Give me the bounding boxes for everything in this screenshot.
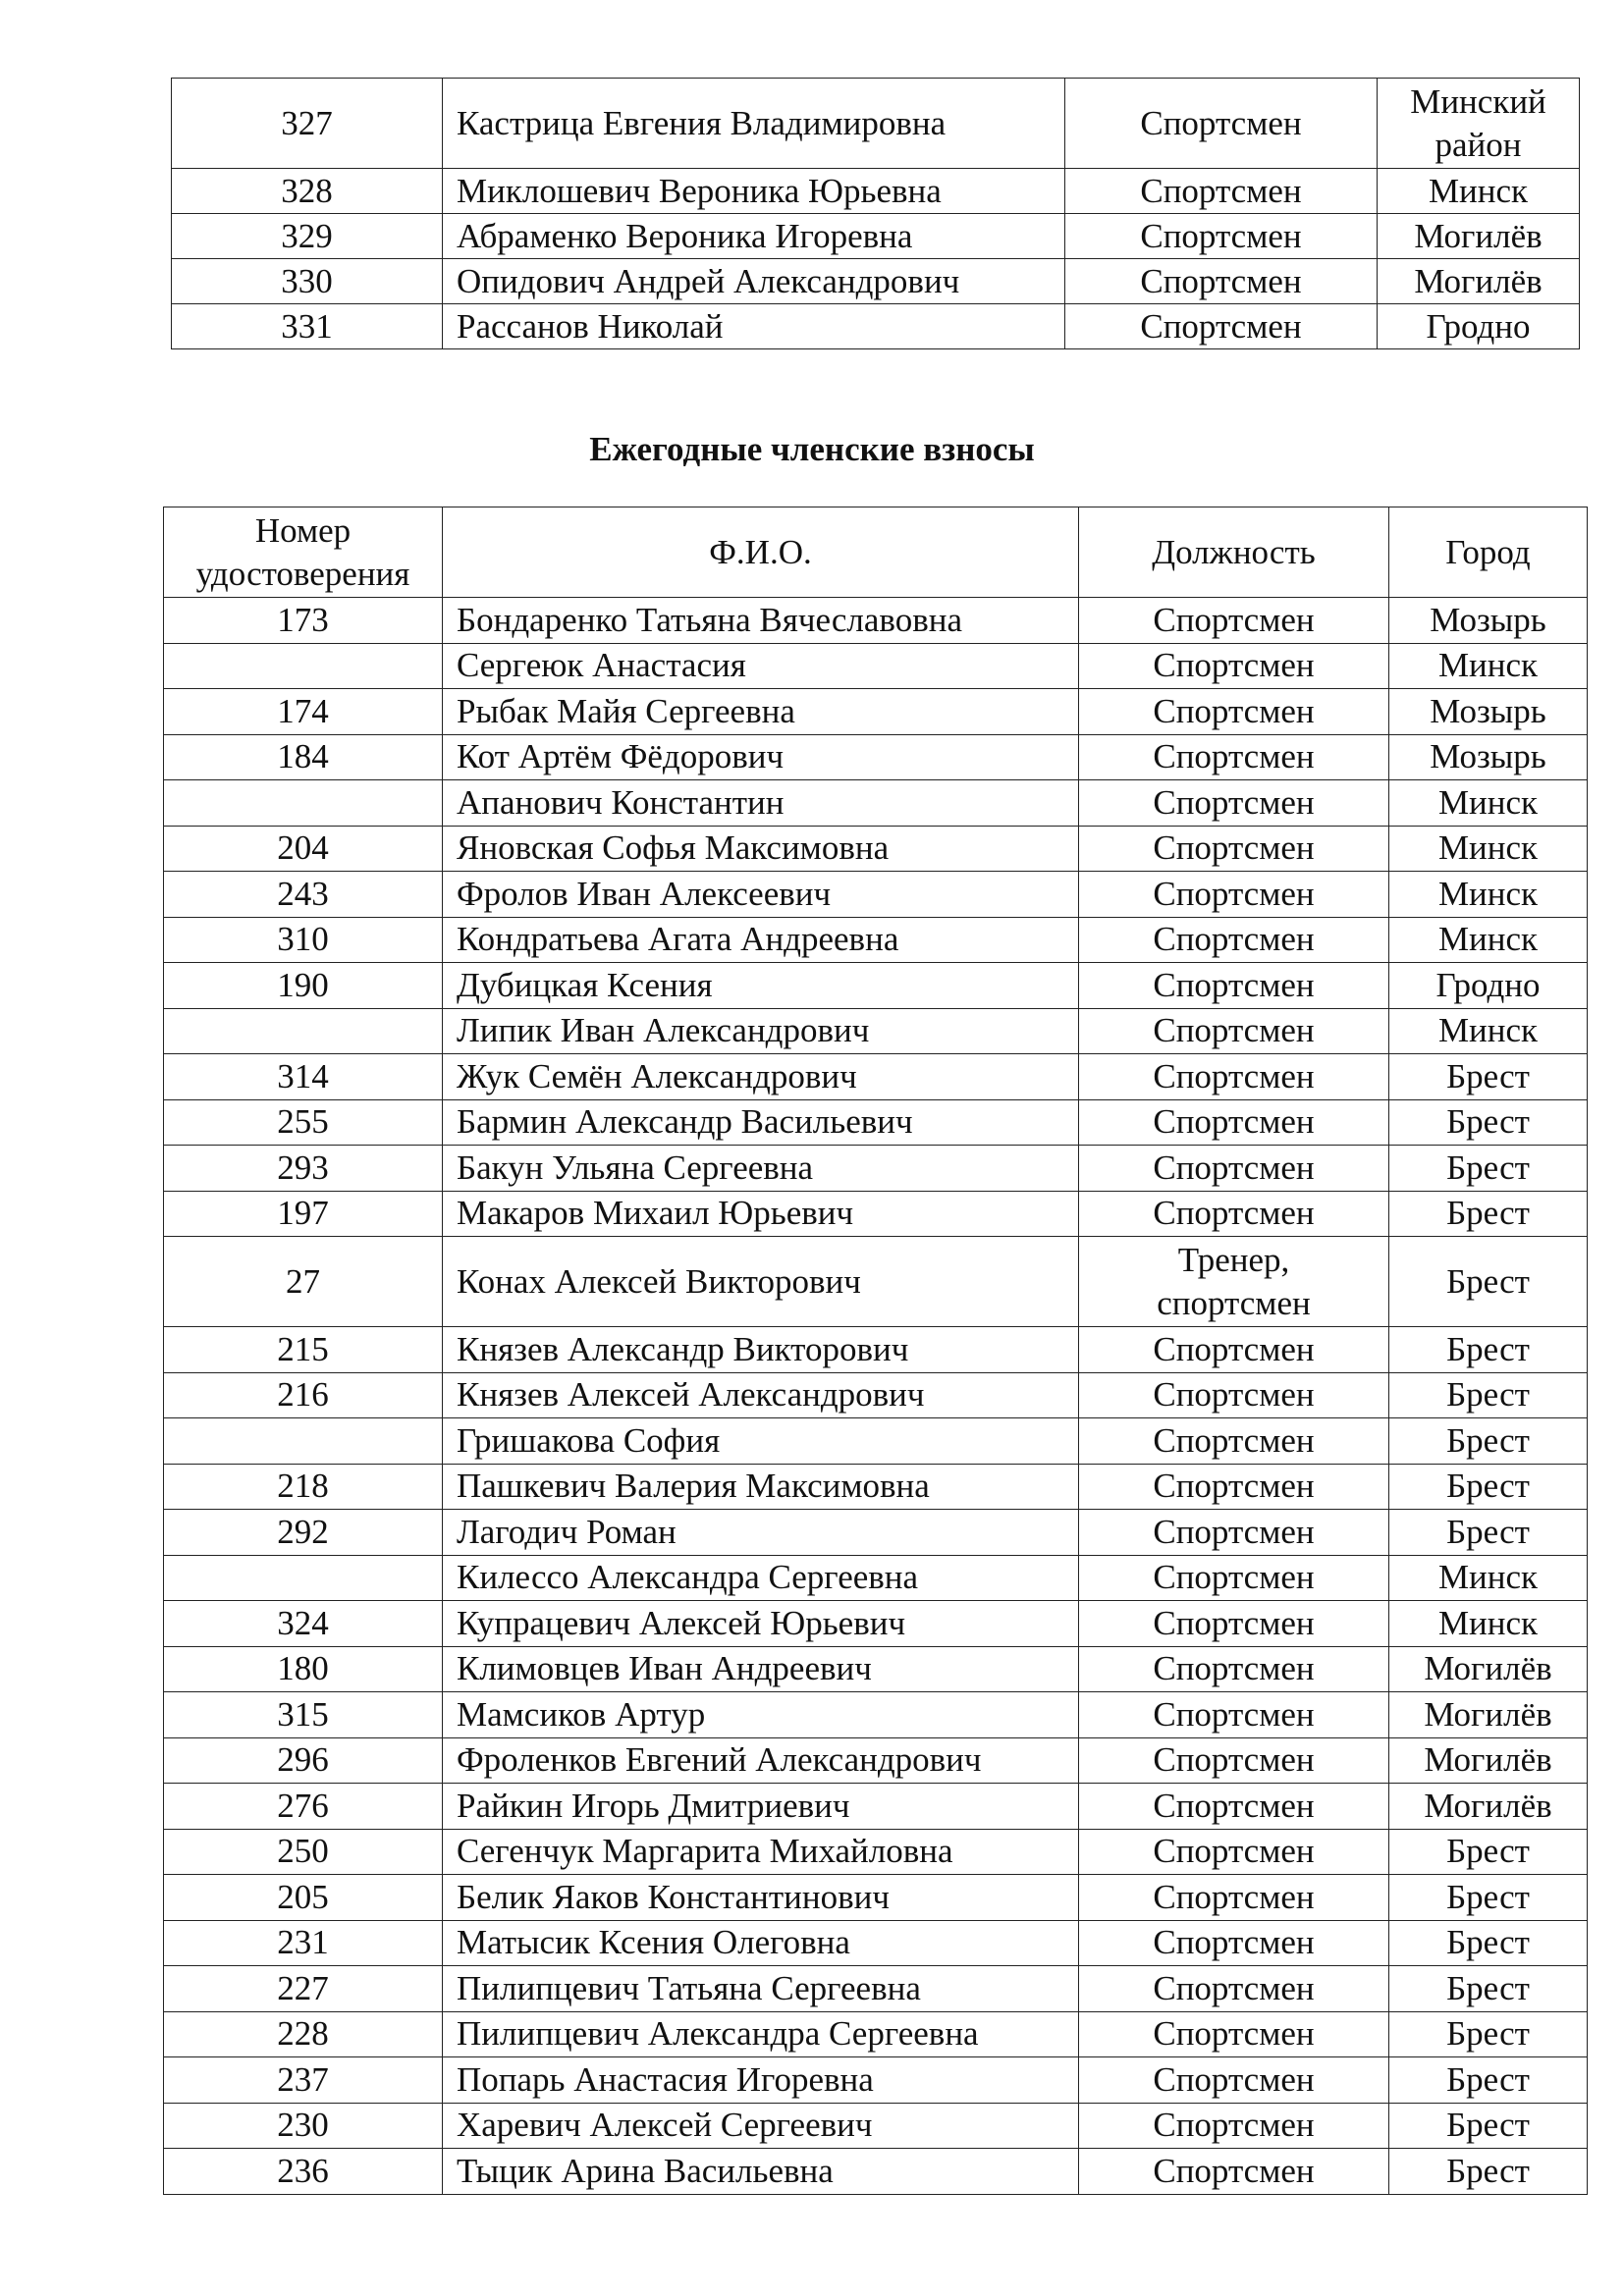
position-line: Спортсмен: [1153, 1877, 1315, 1916]
position-cell: [1079, 643, 1389, 689]
table-row: [172, 214, 1580, 259]
position-line: Спортсмен: [1153, 1786, 1315, 1825]
position-cell: [1079, 917, 1389, 963]
city-line: Могилёв: [1414, 216, 1543, 255]
position-cell: [1079, 1784, 1389, 1830]
table-row: [164, 1875, 1588, 1921]
city-cell: [1378, 214, 1580, 259]
full-name-cell: Гришакова София: [443, 1418, 1079, 1465]
position-cell: [1079, 872, 1389, 918]
city-cell: Брест: [1389, 2011, 1588, 2057]
section-title: Ежегодные членские взносы: [589, 430, 1035, 468]
position-cell: [1079, 1146, 1389, 1192]
table-row: [164, 1464, 1588, 1510]
city-cell: [1378, 169, 1580, 214]
table-row: [164, 1510, 1588, 1556]
position-cell: [1079, 963, 1389, 1009]
position-cell: [1079, 689, 1389, 735]
cert-number-cell: 180: [164, 1646, 443, 1692]
city-cell: Гродно: [1389, 963, 1588, 1009]
table-row: [164, 2149, 1588, 2195]
table-row: [164, 2011, 1588, 2057]
table-row: [164, 826, 1588, 872]
table-row: [164, 1418, 1588, 1465]
cert-number-cell: 296: [164, 1737, 443, 1784]
position-line: Спортсмен: [1153, 1102, 1315, 1142]
full-name-cell: Дубицкая Ксения: [443, 963, 1079, 1009]
full-name-cell: Князев Александр Викторович: [443, 1327, 1079, 1373]
position-cell: Спортсмен: [1065, 304, 1378, 349]
cert-number-cell: 228: [164, 2011, 443, 2057]
header-cert-number-line-2: удостоверения: [195, 554, 410, 593]
full-name-cell: Климовцев Иван Андреевич: [443, 1646, 1079, 1692]
cert-number-cell: [164, 1555, 443, 1601]
annual-fees-table-body: [164, 598, 1588, 2195]
table-row: [164, 598, 1588, 644]
table-row: [164, 1646, 1588, 1692]
city-cell: Брест: [1389, 1464, 1588, 1510]
position-line: Спортсмен: [1153, 600, 1315, 639]
city-cell: Минск: [1389, 1008, 1588, 1054]
position-line: Спортсмен: [1153, 646, 1315, 685]
cert-number-cell: [164, 643, 443, 689]
cert-number-cell: 255: [164, 1099, 443, 1146]
full-name-cell: Лагодич Роман: [443, 1510, 1079, 1556]
city-cell: Брест: [1389, 1510, 1588, 1556]
full-name-cell: Липик Иван Александрович: [443, 1008, 1079, 1054]
table-row: [164, 643, 1588, 689]
cert-number-cell: 314: [164, 1054, 443, 1100]
table-row: [164, 1237, 1588, 1327]
cert-number-cell: 327: [172, 79, 443, 169]
table-row: [164, 1966, 1588, 2012]
table-row: [164, 1692, 1588, 1738]
city-cell: Брест: [1389, 1829, 1588, 1875]
table-row: [164, 2057, 1588, 2104]
previous-members-table-body: [172, 79, 1580, 349]
full-name-cell: Рассанов Николай: [443, 304, 1065, 349]
cert-number-cell: [164, 1008, 443, 1054]
full-name-cell: Жук Семён Александрович: [443, 1054, 1079, 1100]
position-cell: Спортсмен: [1065, 214, 1378, 259]
city-cell: Мозырь: [1389, 689, 1588, 735]
city-cell: Минск: [1389, 780, 1588, 827]
position-cell: [1079, 1646, 1389, 1692]
full-name-cell: Попарь Анастасия Игоревна: [443, 2057, 1079, 2104]
city-cell: Минск: [1389, 1555, 1588, 1601]
city-cell: Могилёв: [1389, 1737, 1588, 1784]
annual-fees-table-header: [164, 507, 1588, 598]
city-cell: Брест: [1389, 1966, 1588, 2012]
table-row: [164, 2103, 1588, 2149]
cert-number-cell: 174: [164, 689, 443, 735]
full-name-cell: Мамсиков Артур: [443, 1692, 1079, 1738]
full-name-cell: Князев Алексей Александрович: [443, 1372, 1079, 1418]
table-row: [164, 1146, 1588, 1192]
full-name-cell: Килессо Александра Сергеевна: [443, 1555, 1079, 1601]
position-cell: [1079, 2011, 1389, 2057]
full-name-cell: Матысик Ксения Олеговна: [443, 1920, 1079, 1966]
table-row: [164, 1372, 1588, 1418]
table-row: [164, 1737, 1588, 1784]
position-cell: [1079, 1237, 1389, 1327]
cert-number-cell: 310: [164, 917, 443, 963]
cert-number-cell: 27: [164, 1237, 443, 1327]
table-row: [172, 169, 1580, 214]
city-line: Минский: [1410, 81, 1546, 121]
full-name-cell: Бакун Ульяна Сергеевна: [443, 1146, 1079, 1192]
position-line: Спортсмен: [1153, 737, 1315, 776]
position-cell: [1079, 1054, 1389, 1100]
cert-number-cell: 315: [164, 1692, 443, 1738]
cert-number-cell: 250: [164, 1829, 443, 1875]
table-row: [164, 917, 1588, 963]
cert-number-cell: 293: [164, 1146, 443, 1192]
full-name-cell: Кондратьева Агата Андреевна: [443, 917, 1079, 963]
cert-number-cell: 276: [164, 1784, 443, 1830]
table-row: [164, 1191, 1588, 1237]
full-name-cell: Бондаренко Татьяна Вячеславовна: [443, 598, 1079, 644]
position-line: Спортсмен: [1153, 691, 1315, 730]
cert-number-cell: 205: [164, 1875, 443, 1921]
city-cell: Могилёв: [1389, 1692, 1588, 1738]
position-cell: [1079, 1966, 1389, 2012]
position-cell: [1079, 2103, 1389, 2149]
table-row: [164, 780, 1588, 827]
position-line: Спортсмен: [1153, 2106, 1315, 2145]
full-name-cell: Сегенчук Маргарита Михайловна: [443, 1829, 1079, 1875]
position-cell: [1079, 1008, 1389, 1054]
position-cell: [1079, 2057, 1389, 2104]
city-cell: Минск: [1389, 643, 1588, 689]
cert-number-cell: 292: [164, 1510, 443, 1556]
cert-number-cell: 197: [164, 1191, 443, 1237]
city-cell: Минск: [1389, 1601, 1588, 1647]
full-name-cell: Харевич Алексей Сергеевич: [443, 2103, 1079, 2149]
position-line: Спортсмен: [1153, 1512, 1315, 1551]
city-cell: [1378, 259, 1580, 304]
position-line: спортсмен: [1157, 1283, 1311, 1322]
cert-number-cell: 173: [164, 598, 443, 644]
position-line: Спортсмен: [1153, 1148, 1315, 1187]
city-cell: Минск: [1389, 826, 1588, 872]
position-cell: [1079, 1875, 1389, 1921]
table-row: [164, 734, 1588, 780]
cert-number-cell: 328: [172, 169, 443, 214]
full-name-cell: Сергеюк Анастасия: [443, 643, 1079, 689]
position-line: Спортсмен: [1153, 2151, 1315, 2190]
full-name-cell: Пашкевич Валерия Максимовна: [443, 1464, 1079, 1510]
full-name-cell: Пилипцевич Татьяна Сергеевна: [443, 1966, 1079, 2012]
header-cert-number: [164, 507, 443, 598]
full-name-cell: Фролов Иван Алексеевич: [443, 872, 1079, 918]
annual-fees-table: [163, 507, 1588, 2195]
table-row: [164, 1555, 1588, 1601]
table-row: [164, 689, 1588, 735]
full-name-cell: Абраменко Вероника Игоревна: [443, 214, 1065, 259]
full-name-cell: Макаров Михаил Юрьевич: [443, 1191, 1079, 1237]
position-cell: [1079, 598, 1389, 644]
city-cell: Мозырь: [1389, 734, 1588, 780]
full-name-cell: Рыбак Майя Сергеевна: [443, 689, 1079, 735]
position-cell: [1079, 780, 1389, 827]
header-position: Должность: [1079, 507, 1389, 598]
city-line: Могилёв: [1414, 261, 1543, 300]
table-row: [172, 259, 1580, 304]
cert-number-cell: 236: [164, 2149, 443, 2195]
position-cell: [1079, 2149, 1389, 2195]
table-row: [172, 79, 1580, 169]
full-name-cell: Яновская Софья Максимовна: [443, 826, 1079, 872]
table-row: [164, 963, 1588, 1009]
position-line: Спортсмен: [1153, 874, 1315, 913]
full-name-cell: Кот Артём Фёдорович: [443, 734, 1079, 780]
full-name-cell: Опидович Андрей Александрович: [443, 259, 1065, 304]
position-line: Спортсмен: [1153, 1968, 1315, 2007]
position-line: Спортсмен: [1153, 1420, 1315, 1460]
table-row: [164, 1829, 1588, 1875]
table-row: [164, 872, 1588, 918]
position-line: Спортсмен: [1153, 1558, 1315, 1597]
city-line: район: [1435, 125, 1522, 164]
position-line: Спортсмен: [1153, 2014, 1315, 2054]
position-line: Спортсмен: [1153, 1832, 1315, 1871]
full-name-cell: Миклошевич Вероника Юрьевна: [443, 169, 1065, 214]
position-cell: [1079, 826, 1389, 872]
city-line: Гродно: [1426, 306, 1531, 346]
cert-number-cell: 330: [172, 259, 443, 304]
position-cell: [1079, 1920, 1389, 1966]
position-cell: [1079, 1327, 1389, 1373]
position-line: Спортсмен: [1153, 1375, 1315, 1415]
table-row: [164, 1784, 1588, 1830]
position-cell: [1079, 1464, 1389, 1510]
position-line: Спортсмен: [1153, 1923, 1315, 1962]
cert-number-cell: 227: [164, 1966, 443, 2012]
city-cell: Мозырь: [1389, 598, 1588, 644]
position-line: Спортсмен: [1153, 965, 1315, 1004]
cert-number-cell: 324: [164, 1601, 443, 1647]
position-cell: Спортсмен: [1065, 79, 1378, 169]
city-cell: Брест: [1389, 1054, 1588, 1100]
position-line: Спортсмен: [1153, 920, 1315, 959]
city-cell: Минск: [1389, 872, 1588, 918]
position-line: Тренер,: [1177, 1240, 1290, 1279]
previous-members-table: [171, 78, 1580, 349]
cert-number-cell: 218: [164, 1464, 443, 1510]
cert-number-cell: 243: [164, 872, 443, 918]
position-cell: [1079, 1737, 1389, 1784]
cert-number-cell: 204: [164, 826, 443, 872]
header-row: [164, 507, 1588, 598]
position-line: Спортсмен: [1153, 782, 1315, 822]
header-city: Город: [1389, 507, 1588, 598]
cert-number-cell: 190: [164, 963, 443, 1009]
position-cell: Спортсмен: [1065, 169, 1378, 214]
position-line: Спортсмен: [1153, 1603, 1315, 1642]
full-name-cell: Тыцик Арина Васильевна: [443, 2149, 1079, 2195]
city-cell: Брест: [1389, 1237, 1588, 1327]
cert-number-cell: 230: [164, 2103, 443, 2149]
position-line: Спортсмен: [1153, 1467, 1315, 1506]
position-cell: [1079, 1510, 1389, 1556]
full-name-cell: Райкин Игорь Дмитриевич: [443, 1784, 1079, 1830]
position-line: Спортсмен: [1153, 1194, 1315, 1233]
city-cell: Минск: [1389, 917, 1588, 963]
position-cell: [1079, 1191, 1389, 1237]
city-cell: Брест: [1389, 1418, 1588, 1465]
position-cell: [1079, 734, 1389, 780]
table-row: [164, 1601, 1588, 1647]
position-line: Спортсмен: [1153, 1694, 1315, 1734]
full-name-cell: Фроленков Евгений Александрович: [443, 1737, 1079, 1784]
cert-number-cell: 331: [172, 304, 443, 349]
city-line: Минск: [1428, 171, 1529, 210]
city-cell: [1378, 304, 1580, 349]
position-line: Спортсмен: [1153, 828, 1315, 868]
header-cert-number-line-1: Номер: [254, 510, 352, 550]
table-row: [172, 304, 1580, 349]
cert-number-cell: 215: [164, 1327, 443, 1373]
cert-number-cell: 237: [164, 2057, 443, 2104]
position-cell: [1079, 1692, 1389, 1738]
cert-number-cell: 184: [164, 734, 443, 780]
position-line: Спортсмен: [1153, 2059, 1315, 2099]
city-cell: [1378, 79, 1580, 169]
position-cell: [1079, 1099, 1389, 1146]
full-name-cell: Бармин Александр Васильевич: [443, 1099, 1079, 1146]
city-cell: Могилёв: [1389, 1784, 1588, 1830]
city-cell: Брест: [1389, 1327, 1588, 1373]
full-name-cell: Кастрица Евгения Владимировна: [443, 79, 1065, 169]
full-name-cell: Апанович Константин: [443, 780, 1079, 827]
cert-number-cell: 231: [164, 1920, 443, 1966]
position-cell: [1079, 1418, 1389, 1465]
table-row: [164, 1008, 1588, 1054]
position-line: Спортсмен: [1153, 1011, 1315, 1050]
city-cell: Брест: [1389, 1191, 1588, 1237]
city-cell: Могилёв: [1389, 1646, 1588, 1692]
city-cell: Брест: [1389, 1920, 1588, 1966]
cert-number-cell: [164, 1418, 443, 1465]
table-row: [164, 1099, 1588, 1146]
city-cell: Брест: [1389, 1146, 1588, 1192]
position-cell: [1079, 1829, 1389, 1875]
position-cell: [1079, 1555, 1389, 1601]
position-line: Спортсмен: [1153, 1649, 1315, 1688]
cert-number-cell: 329: [172, 214, 443, 259]
table-row: [164, 1054, 1588, 1100]
cert-number-cell: 216: [164, 1372, 443, 1418]
header-full-name: Ф.И.О.: [443, 507, 1079, 598]
city-cell: Брест: [1389, 1099, 1588, 1146]
city-cell: Брест: [1389, 1875, 1588, 1921]
city-cell: Брест: [1389, 2103, 1588, 2149]
cert-number-cell: [164, 780, 443, 827]
position-cell: Спортсмен: [1065, 259, 1378, 304]
position-cell: [1079, 1372, 1389, 1418]
position-cell: [1079, 1601, 1389, 1647]
city-cell: Брест: [1389, 2149, 1588, 2195]
table-row: [164, 1327, 1588, 1373]
position-line: Спортсмен: [1153, 1740, 1315, 1780]
position-line: Спортсмен: [1153, 1329, 1315, 1368]
full-name-cell: Конах Алексей Викторович: [443, 1237, 1079, 1327]
full-name-cell: Белик Яаков Константинович: [443, 1875, 1079, 1921]
city-cell: Брест: [1389, 2057, 1588, 2104]
full-name-cell: Купрацевич Алексей Юрьевич: [443, 1601, 1079, 1647]
city-cell: Брест: [1389, 1372, 1588, 1418]
full-name-cell: Пилипцевич Александра Сергеевна: [443, 2011, 1079, 2057]
position-line: Спортсмен: [1153, 1056, 1315, 1095]
table-row: [164, 1920, 1588, 1966]
